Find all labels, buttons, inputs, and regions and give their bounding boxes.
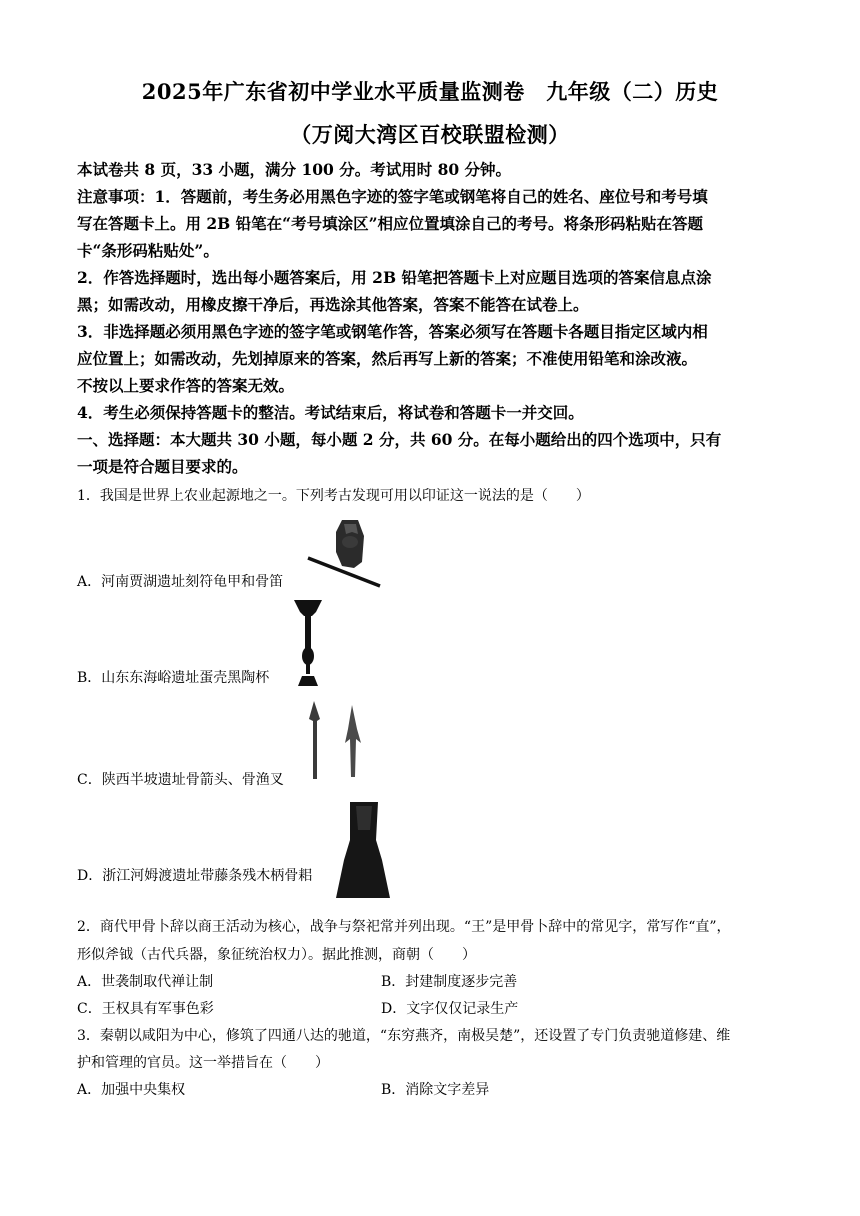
page-subtitle: （万阅大湾区百校联盟检测） — [290, 122, 570, 147]
q3-option-b: B．消除文字差异 — [381, 1082, 490, 1098]
q2-option-d: D．文字仅仅记录生产 — [381, 1001, 519, 1017]
question-3-stem: 护和管理的官员。这一举措旨在（ ） — [77, 1055, 329, 1071]
q2-option-b: B．封建制度逐步完善 — [381, 974, 518, 990]
instruction-line: 4．考生必须保持答题卡的整洁。考试结束后，将试卷和答题卡一并交回。 — [77, 403, 584, 422]
tortoise-shell-bone-flute-image — [302, 510, 386, 588]
instruction-line: 不按以上要求作答的答案无效。 — [77, 376, 295, 395]
q1-option-d: D．浙江河姆渡遗址带藤条残木柄骨耜 — [77, 868, 313, 884]
question-2-stem: 形似斧钺（古代兵器，象征统治权力）。据此推测，商朝（ ） — [77, 947, 476, 963]
question-3-stem: 3．秦朝以咸阳为中心，修筑了四通八达的驰道，“东穷燕齐，南极吴楚”，还设置了专门负责驰道修建、维 — [77, 1028, 731, 1044]
question-2-stem: 2．商代甲骨卜辞以商王活动为核心，战争与祭祀常并列出现。“王”是甲骨卜辞中的常见字，常写作“直”， — [77, 919, 731, 935]
instruction-line: 本试卷共 8 页，33 小题，满分 100 分。考试用时 80 分钟。 — [77, 160, 512, 179]
q2-option-c: C．王权具有军事色彩 — [77, 1001, 214, 1017]
eggshell-black-pottery-cup-image — [292, 596, 324, 688]
section-heading: 一、选择题：本大题共 30 小题，每小题 2 分，共 60 分。在每小题给出的四个选项中，只有 — [77, 430, 722, 449]
instruction-line: 黑；如需改动，用橡皮擦干净后，再选涂其他答案，答案不能答在试卷上。 — [77, 295, 589, 314]
instruction-line: 卡“条形码粘贴处”。 — [77, 241, 219, 260]
instruction-line: 3．非选择题必须用黑色字迹的签字笔或钢笔作答，答案必须写在答题卡各题目指定区域内相 — [77, 322, 708, 341]
q1-option-b: B．山东东海峪遗址蛋壳黑陶杯 — [77, 670, 270, 686]
instruction-line: 应位置上；如需改动，先划掉原来的答案，然后再写上新的答案；不准使用铅笔和涂改液。 — [77, 349, 698, 368]
q1-option-a: A．河南贾湖遗址刻符龟甲和骨笛 — [77, 574, 284, 590]
section-heading: 一项是符合题目要求的。 — [77, 457, 248, 476]
instruction-line: 注意事项：1．答题前，考生务必用黑色字迹的签字笔或钢笔将自己的姓名、座位号和考号填 — [77, 187, 708, 206]
instruction-line: 写在答题卡上。用 2B 铅笔在“考号填涂区”相应位置填涂自己的考号。将条形码粘贴在答题 — [77, 214, 704, 233]
instruction-line: 2．作答选择题时，选出每小题答案后，用 2B 铅笔把答题卡上对应题目选项的答案信息点涂 — [77, 268, 712, 287]
question-1-stem: 1．我国是世界上农业起源地之一。下列考古发现可用以印证这一说法的是（ ） — [77, 488, 590, 504]
q1-option-c: C．陕西半坡遗址骨箭头、骨渔叉 — [77, 772, 284, 788]
q3-option-a: A．加强中央集权 — [77, 1082, 186, 1098]
q2-option-a: A．世袭制取代禅让制 — [77, 974, 214, 990]
bone-arrowhead-fish-spear-image — [303, 699, 365, 783]
page-title: 2025年广东省初中学业水平质量监测卷 九年级（二）历史 — [141, 79, 719, 104]
bone-spade-with-wooden-handle-image — [334, 800, 392, 902]
